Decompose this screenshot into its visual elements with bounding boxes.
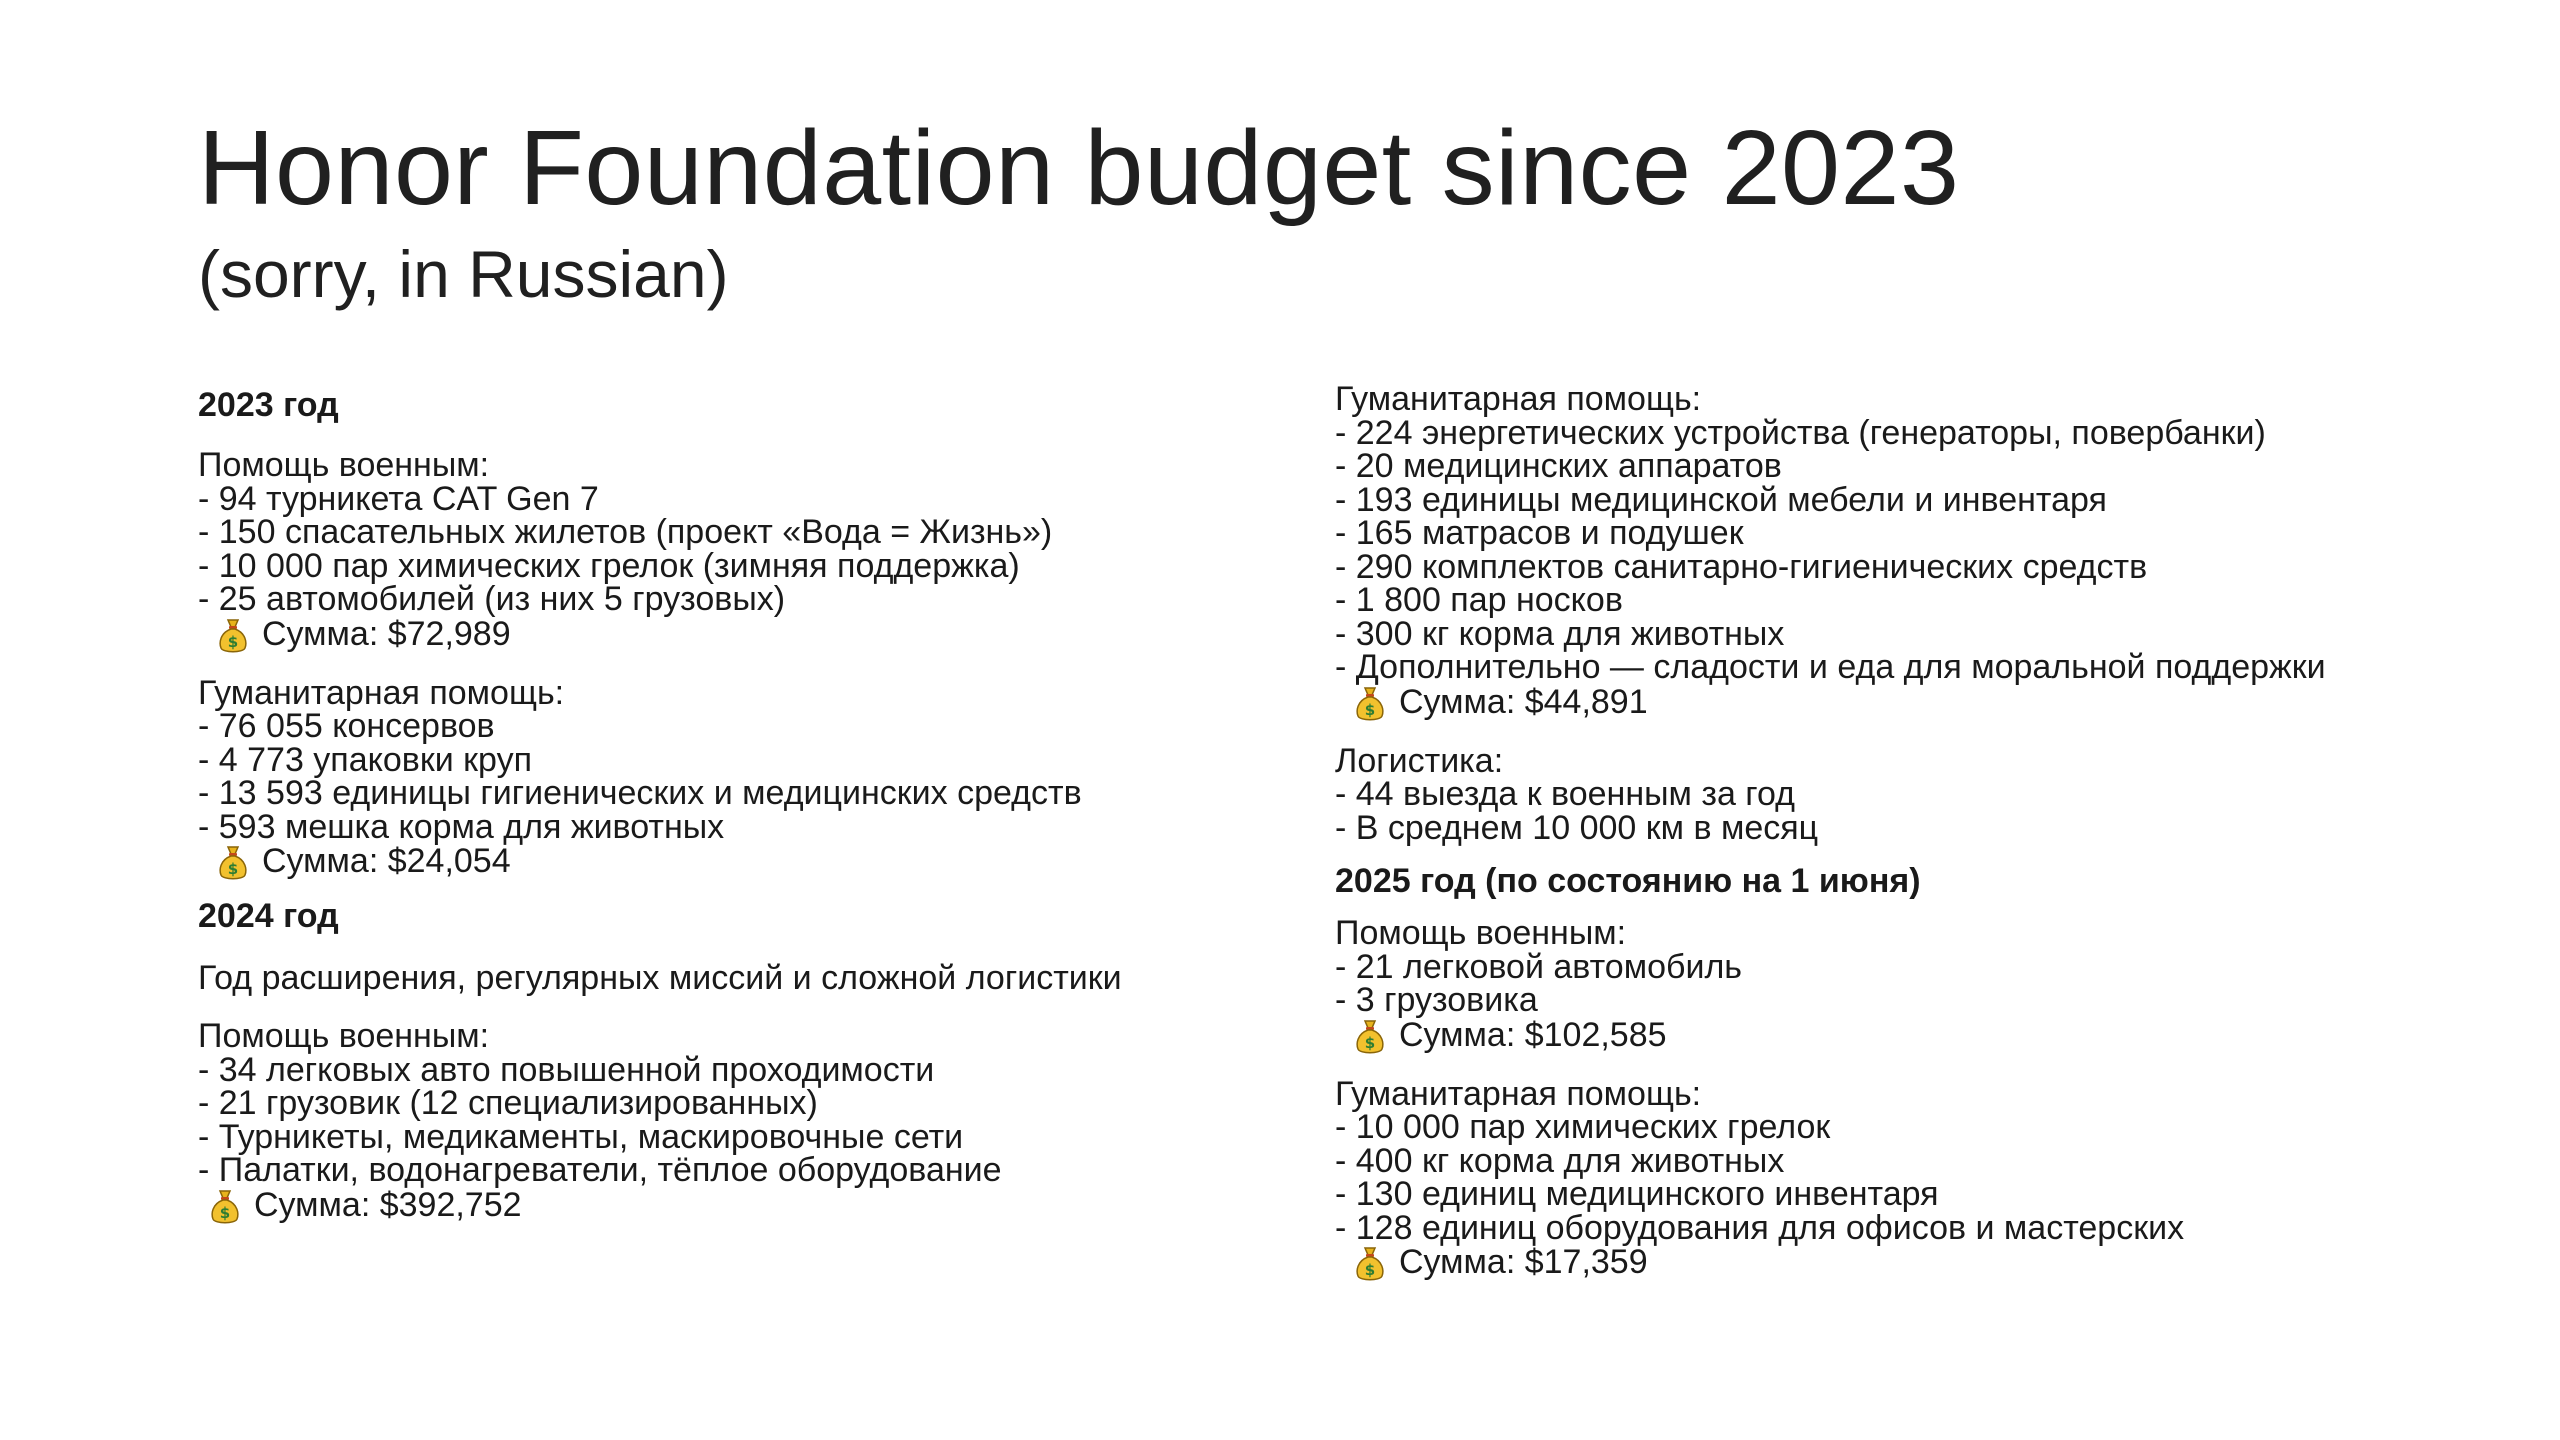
list-item: - 10 000 пар химических грелок (зимняя поддержка) [198, 546, 1020, 585]
year-2024-intro: Год расширения, регулярных миссий и сложной логистики [198, 959, 1122, 997]
list-item: - 44 выезда к военным за год [1335, 775, 1795, 813]
y2025-humanitarian-section [1335, 1074, 2535, 1284]
section-label: Гуманитарная помощь: [198, 673, 565, 712]
list-item: - 25 автомобилей (из них 5 грузовых) [198, 580, 786, 618]
sum-line [198, 614, 1378, 655]
list-item: - 593 мешка корма для животных [198, 807, 725, 846]
list-item: - 150 спасательных жилетов (проект «Вода = Жизнь») [198, 513, 1053, 551]
list-item: - 21 легковой автомобиль [1335, 947, 1743, 986]
list-item: - 165 матрасов и подушек [1335, 514, 1744, 552]
year-2023-heading: 2023 год [198, 386, 339, 424]
section-label: Помощь военным: [1335, 914, 1627, 952]
list-item: - 34 легковых авто повышенной проходимости [198, 1050, 935, 1089]
section-label: Помощь военным: [198, 1017, 490, 1055]
money-bag-icon [1355, 1245, 1385, 1283]
list-item: - В среднем 10 000 км в месяц [1335, 808, 1819, 847]
money-bag-icon [1355, 1018, 1385, 1056]
y2024-humanitarian-section [1335, 380, 2535, 723]
list-item: - 76 055 консервов [198, 707, 495, 745]
list-item: - 300 кг корма для животных [1335, 614, 1785, 653]
right-column [1335, 380, 2535, 1283]
year-2025-heading: 2025 год (по состоянию на 1 июня) [1335, 862, 1921, 900]
y2024-military-section [198, 1017, 1378, 1226]
sum-line [1335, 1015, 2535, 1056]
year-2024-heading: 2024 год [198, 897, 339, 935]
money-bag-icon [218, 844, 248, 882]
section-label: Логистика: [1335, 741, 1504, 780]
y2025-military-section [1335, 914, 2535, 1056]
sum-value: Сумма: $102,585 [1399, 1015, 1667, 1054]
y2023-military-section [198, 446, 1378, 655]
list-item: - 400 кг корма для животных [1335, 1141, 1785, 1180]
slide-title: Honor Foundation budget since 2023 [198, 109, 1960, 227]
slide-subtitle: (sorry, in Russian) [198, 237, 729, 311]
section-label: Помощь военным: [198, 446, 490, 484]
money-bag-icon [1355, 685, 1385, 723]
list-item: - 20 медицинских аппаратов [1335, 447, 1782, 485]
list-item: - 4 773 упаковки круп [198, 740, 532, 779]
sum-line [198, 844, 1378, 882]
sum-value: Сумма: $24,054 [262, 842, 511, 880]
list-item: - 128 единиц оборудования для офисов и мастерских [1335, 1208, 2185, 1247]
list-item: - 21 грузовик (12 специализированных) [198, 1084, 818, 1122]
list-item: - 3 грузовика [1335, 981, 1538, 1019]
list-item: - 94 турникета CAT Gen 7 [198, 479, 599, 518]
sum-value: Сумма: $72,989 [262, 614, 511, 653]
section-label: Гуманитарная помощь: [1335, 1074, 1702, 1113]
list-item: - 13 593 единицы гигиенических и медицинских средств [198, 774, 1082, 812]
sum-value: Сумма: $17,359 [1399, 1243, 1648, 1281]
list-item: - 224 энергетических устройства (генераторы, повербанки) [1335, 413, 2266, 452]
list-item: - Палатки, водонагреватели, тёплое оборудование [198, 1151, 1002, 1189]
sum-line [1335, 1245, 2535, 1283]
list-item: - 193 единицы медицинской мебели и инвентаря [1335, 480, 2107, 519]
list-item: - Дополнительно — сладости и еда для моральной поддержки [1335, 648, 2326, 686]
y2023-humanitarian-section [198, 673, 1378, 883]
y2024-logistics-section [1335, 741, 2535, 847]
list-item: - 1 800 пар носков [1335, 581, 1623, 619]
sum-line [198, 1185, 1378, 1226]
list-item: - Турникеты, медикаменты, маскировочные сети [198, 1117, 964, 1156]
money-bag-icon [218, 617, 248, 655]
list-item: - 290 комплектов санитарно-гигиенических средств [1335, 547, 2148, 586]
sum-value: Сумма: $392,752 [254, 1185, 522, 1224]
sum-value: Сумма: $44,891 [1399, 682, 1648, 721]
left-column [198, 383, 1378, 1226]
section-label: Гуманитарная помощь: [1335, 380, 1702, 418]
money-bag-icon [210, 1188, 240, 1226]
list-item: - 10 000 пар химических грелок [1335, 1108, 1831, 1146]
sum-line [1335, 682, 2535, 723]
list-item: - 130 единиц медицинского инвентаря [1335, 1175, 1939, 1213]
